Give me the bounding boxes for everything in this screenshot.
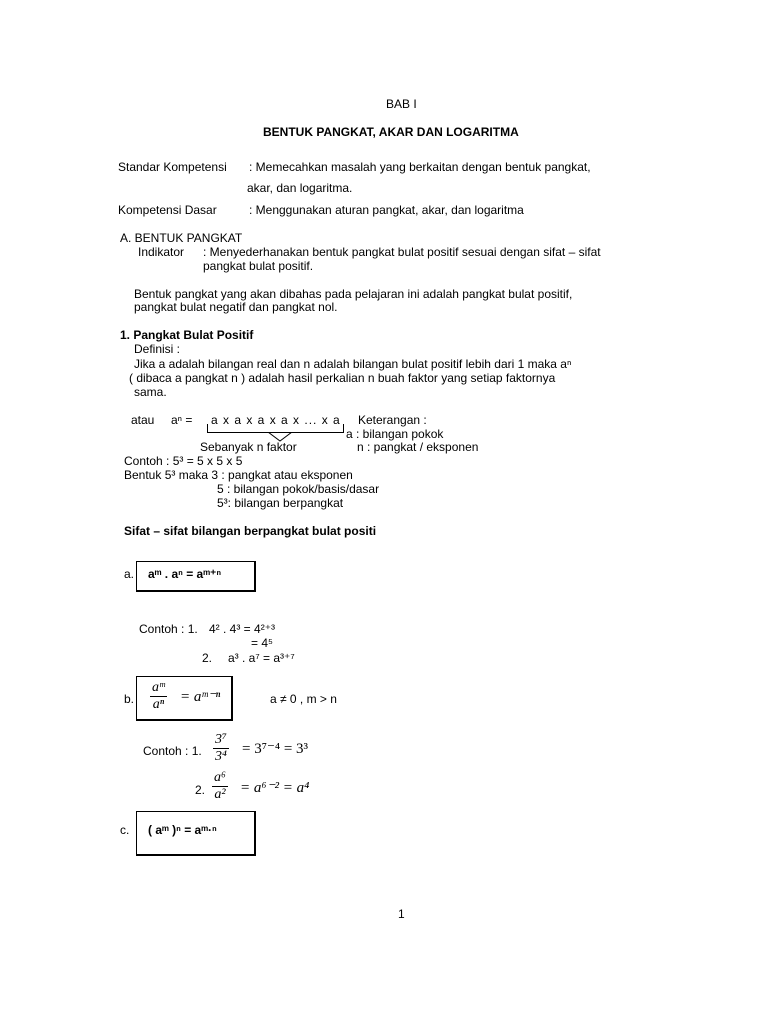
rule-a-example-label: Contoh : 1. — [139, 622, 198, 636]
rule-a-label: a. — [124, 567, 135, 581]
rule-c-formula: ( aᵐ )ⁿ = aᵐ·ⁿ — [148, 823, 217, 837]
sk-text-1: : Memecahkan masalah yang berkaitan dengan bentuk pangkat, — [249, 160, 591, 174]
keterangan-a: a : bilangan pokok — [346, 427, 444, 441]
product-expression: a x a x a x a x ... x a — [211, 413, 341, 427]
atau-label: atau — [131, 413, 155, 427]
rule-a-formula: aᵐ . aⁿ = aᵐ⁺ⁿ — [148, 567, 222, 581]
indikator-text-1: : Menyederhanakan bentuk pangkat bulat positif sesuai dengan sifat – sifat — [203, 245, 601, 259]
rule-b-rhs: = aᵐ⁻ⁿ — [180, 689, 221, 705]
sk-text-2: akar, dan logaritma. — [247, 181, 353, 195]
rule-b-example-1-fraction — [213, 732, 229, 765]
brace-left-tick — [207, 424, 208, 432]
intro-line-1: Bentuk pangkat yang akan dibahas pada pelajaran ini adalah pangkat bulat positif, — [134, 287, 573, 301]
rule-b-numerator: aᵐ — [152, 680, 165, 695]
bentuk-line-2: 5 : bilangan pokok/basis/dasar — [217, 482, 380, 496]
rule-b-condition: a ≠ 0 , m > n — [270, 692, 337, 706]
rule-a-example-2: a³ . a⁷ = a³⁺⁷ — [228, 651, 295, 665]
rule-b-example-2-numerator: a⁶ — [214, 770, 226, 785]
page-number: 1 — [398, 907, 405, 921]
rule-b-fraction — [150, 680, 167, 713]
indikator-label: Indikator — [138, 245, 185, 259]
definition-line-1: Jika a adalah bilangan real dan n adalah bilangan bulat positif lebih dari 1 maka aⁿ — [134, 357, 572, 371]
keterangan-label: Keterangan : — [358, 413, 427, 427]
definisi-label: Definisi : — [134, 342, 181, 356]
sifat-heading: Sifat – sifat bilangan berpangkat bulat positi — [124, 524, 377, 538]
chapter-label: BAB I — [386, 97, 417, 111]
contoh-line: Contoh : 5³ = 5 x 5 x 5 — [124, 454, 243, 468]
rule-b-example-2-fraction — [212, 770, 228, 803]
rule-b-denominator: aⁿ — [152, 697, 165, 712]
rule-b-example-label: Contoh : 1. — [143, 744, 202, 758]
sk-label: Standar Kompetensi — [118, 160, 227, 174]
bentuk-line-3: 5³: bilangan berpangkat — [217, 496, 344, 510]
rule-b-example-2-denominator: a² — [214, 787, 226, 802]
rule-c-label: c. — [120, 823, 130, 837]
sebanyak-label: Sebanyak n faktor — [200, 440, 297, 454]
kd-text: : Menggunakan aturan pangkat, akar, dan logaritma — [249, 203, 524, 217]
rule-a-example-1: 4² . 4³ = 4²⁺³ — [209, 622, 276, 636]
rule-b-example-1-denominator: 3⁴ — [215, 749, 227, 764]
bentuk-line-1: Bentuk 5³ maka 3 : pangkat atau eksponen — [124, 468, 353, 482]
intro-line-2: pangkat bulat negatif dan pangkat nol. — [134, 300, 338, 314]
rule-b-example-1-rhs: = 3⁷⁻⁴ = 3³ — [242, 741, 309, 757]
brace-right-tick — [343, 424, 344, 432]
rule-b-example-2-rhs: = a⁶⁻² = a⁴ — [240, 780, 310, 796]
section-a-heading: A. BENTUK PANGKAT — [120, 231, 243, 245]
rule-b-example-1-numerator: 3⁷ — [215, 732, 227, 747]
definition-line-2: ( dibaca a pangkat n ) adalah hasil perkalian n buah faktor yang setiap faktornya — [129, 371, 556, 385]
page-title: BENTUK PANGKAT, AKAR DAN LOGARITMA — [263, 125, 519, 139]
an-equals: aⁿ = — [171, 413, 193, 427]
keterangan-n: n : pangkat / eksponen — [357, 440, 479, 454]
rule-a-example-1b: = 4⁵ — [251, 636, 273, 650]
rule-b-label: b. — [124, 692, 135, 706]
indikator-text-2: pangkat bulat positif. — [203, 259, 314, 273]
definition-line-3: sama. — [134, 385, 167, 399]
rule-a-example-2-number: 2. — [202, 651, 213, 665]
rule-b-example-2-number: 2. — [195, 783, 206, 797]
kd-label: Kompetensi Dasar — [118, 203, 217, 217]
sub1-heading: 1. Pangkat Bulat Positif — [120, 328, 254, 342]
